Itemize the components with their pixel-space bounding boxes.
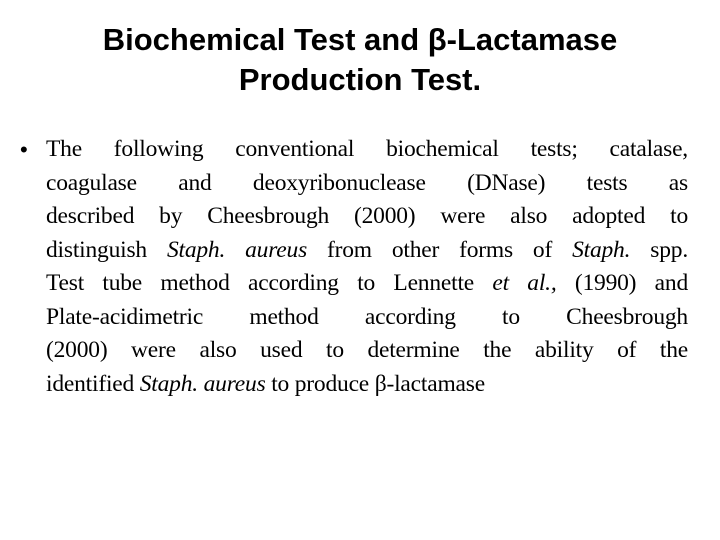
- bullet-dot-icon: •: [20, 137, 28, 162]
- italic-et-al: et al.,: [492, 270, 557, 296]
- text-run: distinguish: [46, 236, 167, 263]
- text-run: identified: [46, 370, 140, 397]
- italic-genus-name: Staph.: [572, 236, 631, 263]
- slide-title: [30, 20, 690, 100]
- bullet-item: [20, 133, 688, 401]
- paragraph-line-2: [46, 167, 688, 201]
- text-run: The following conventional biochemical tests; catalase,: [46, 136, 688, 162]
- paragraph-line-5: [46, 267, 688, 301]
- text-run: coagulase and deoxyribonuclease (DNase) tests as: [46, 169, 688, 196]
- paragraph-line-7: [46, 334, 688, 368]
- text-run: Plate-acidimetric method according to Cheesbrough: [46, 303, 688, 330]
- paragraph-line-1: [46, 133, 688, 167]
- paragraph-line-4: [46, 234, 688, 268]
- text-run: (1990) and: [556, 270, 688, 296]
- text-run: (2000) were also used to determine the ability of the: [46, 337, 688, 363]
- text-run: to produce β-lactamase: [265, 370, 485, 397]
- italic-species-name: Staph. aureus: [139, 370, 266, 397]
- text-run: spp.: [630, 236, 688, 263]
- title-line-1: Biochemical Test and β-Lactamase: [102, 22, 618, 57]
- text-run: Test tube method according to Lennette: [46, 270, 493, 296]
- paragraph-line-3: [46, 200, 688, 234]
- title-line-2: Production Test.: [238, 62, 482, 97]
- paragraph-line-6: [46, 301, 688, 335]
- italic-species-name: Staph. aureus: [166, 236, 308, 263]
- text-run: described by Cheesbrough (2000) were also adopted to: [46, 203, 688, 229]
- text-run: from other forms of: [307, 236, 573, 263]
- paragraph-line-8: [46, 368, 688, 402]
- bullet-list: [20, 133, 688, 401]
